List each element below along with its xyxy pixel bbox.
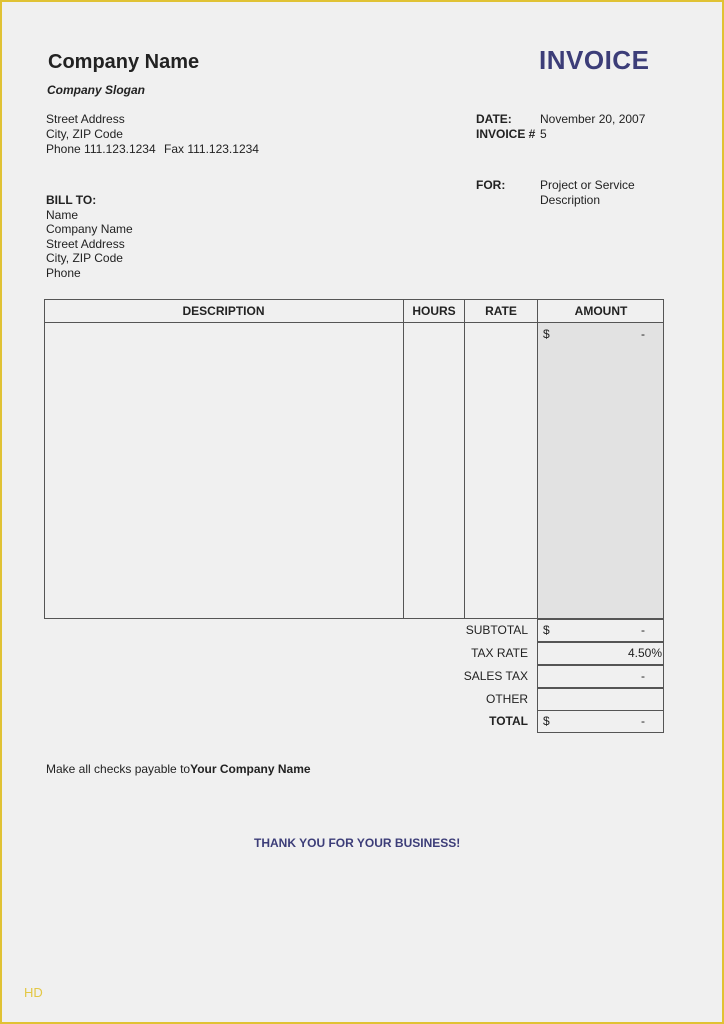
total-value: - (641, 714, 645, 728)
amount-currency: $ (543, 327, 550, 341)
invoice-number-value: 5 (540, 127, 547, 141)
subtotal-value: - (641, 623, 645, 637)
tax-rate-label: TAX RATE (471, 646, 528, 660)
amount-value: - (641, 327, 645, 341)
table-col-divider (403, 299, 404, 619)
checks-payable-note (46, 762, 311, 776)
other-label: OTHER (486, 692, 528, 706)
bill-to-name: Name (46, 208, 79, 222)
bill-to-city: City, ZIP Code (46, 251, 123, 265)
subtotal-label: SUBTOTAL (465, 623, 528, 637)
company-name: Company Name (48, 51, 200, 73)
bill-to-street: Street Address (46, 237, 125, 251)
tax-rate-value: 4.50% (628, 646, 663, 660)
column-header-amount: AMOUNT (574, 304, 628, 318)
total-currency: $ (543, 714, 550, 728)
date-label: DATE: (476, 112, 512, 126)
bill-to-company: Company Name (46, 222, 133, 236)
sales-tax-value: - (641, 669, 645, 683)
column-header-rate: RATE (485, 304, 517, 318)
column-header-hours: HOURS (412, 304, 456, 318)
hd-watermark: HD (24, 985, 43, 1000)
bill-to-phone: Phone (46, 266, 81, 280)
bill-to-label: BILL TO: (46, 193, 97, 207)
line-items-table (44, 299, 664, 619)
for-value-line2: Description (540, 193, 601, 207)
company-slogan: Company Slogan (47, 83, 146, 97)
for-label: FOR: (476, 178, 506, 192)
company-phone: Phone 111.123.1234 (46, 142, 156, 156)
for-value-line1: Project or Service (540, 178, 635, 192)
total-label: TOTAL (489, 714, 528, 728)
date-value: November 20, 2007 (540, 112, 646, 126)
table-header-divider (44, 322, 664, 323)
invoice-title: INVOICE (539, 45, 650, 75)
invoice-number-label: INVOICE # (476, 127, 536, 141)
company-fax: Fax 111.123.1234 (164, 142, 259, 156)
subtotal-currency: $ (543, 623, 550, 637)
table-col-divider (464, 299, 465, 619)
company-city: City, ZIP Code (46, 127, 123, 141)
sales-tax-label: SALES TAX (463, 669, 528, 683)
table-col-divider (537, 299, 538, 619)
other-box (537, 688, 664, 711)
column-header-description: DESCRIPTION (182, 304, 265, 318)
company-street: Street Address (46, 112, 125, 126)
checks-payable-prefix: Make all checks payable to (46, 762, 191, 776)
checks-payable-company: Your Company Name (190, 762, 311, 776)
thank-you-message: THANK YOU FOR YOUR BUSINESS! (254, 836, 461, 850)
